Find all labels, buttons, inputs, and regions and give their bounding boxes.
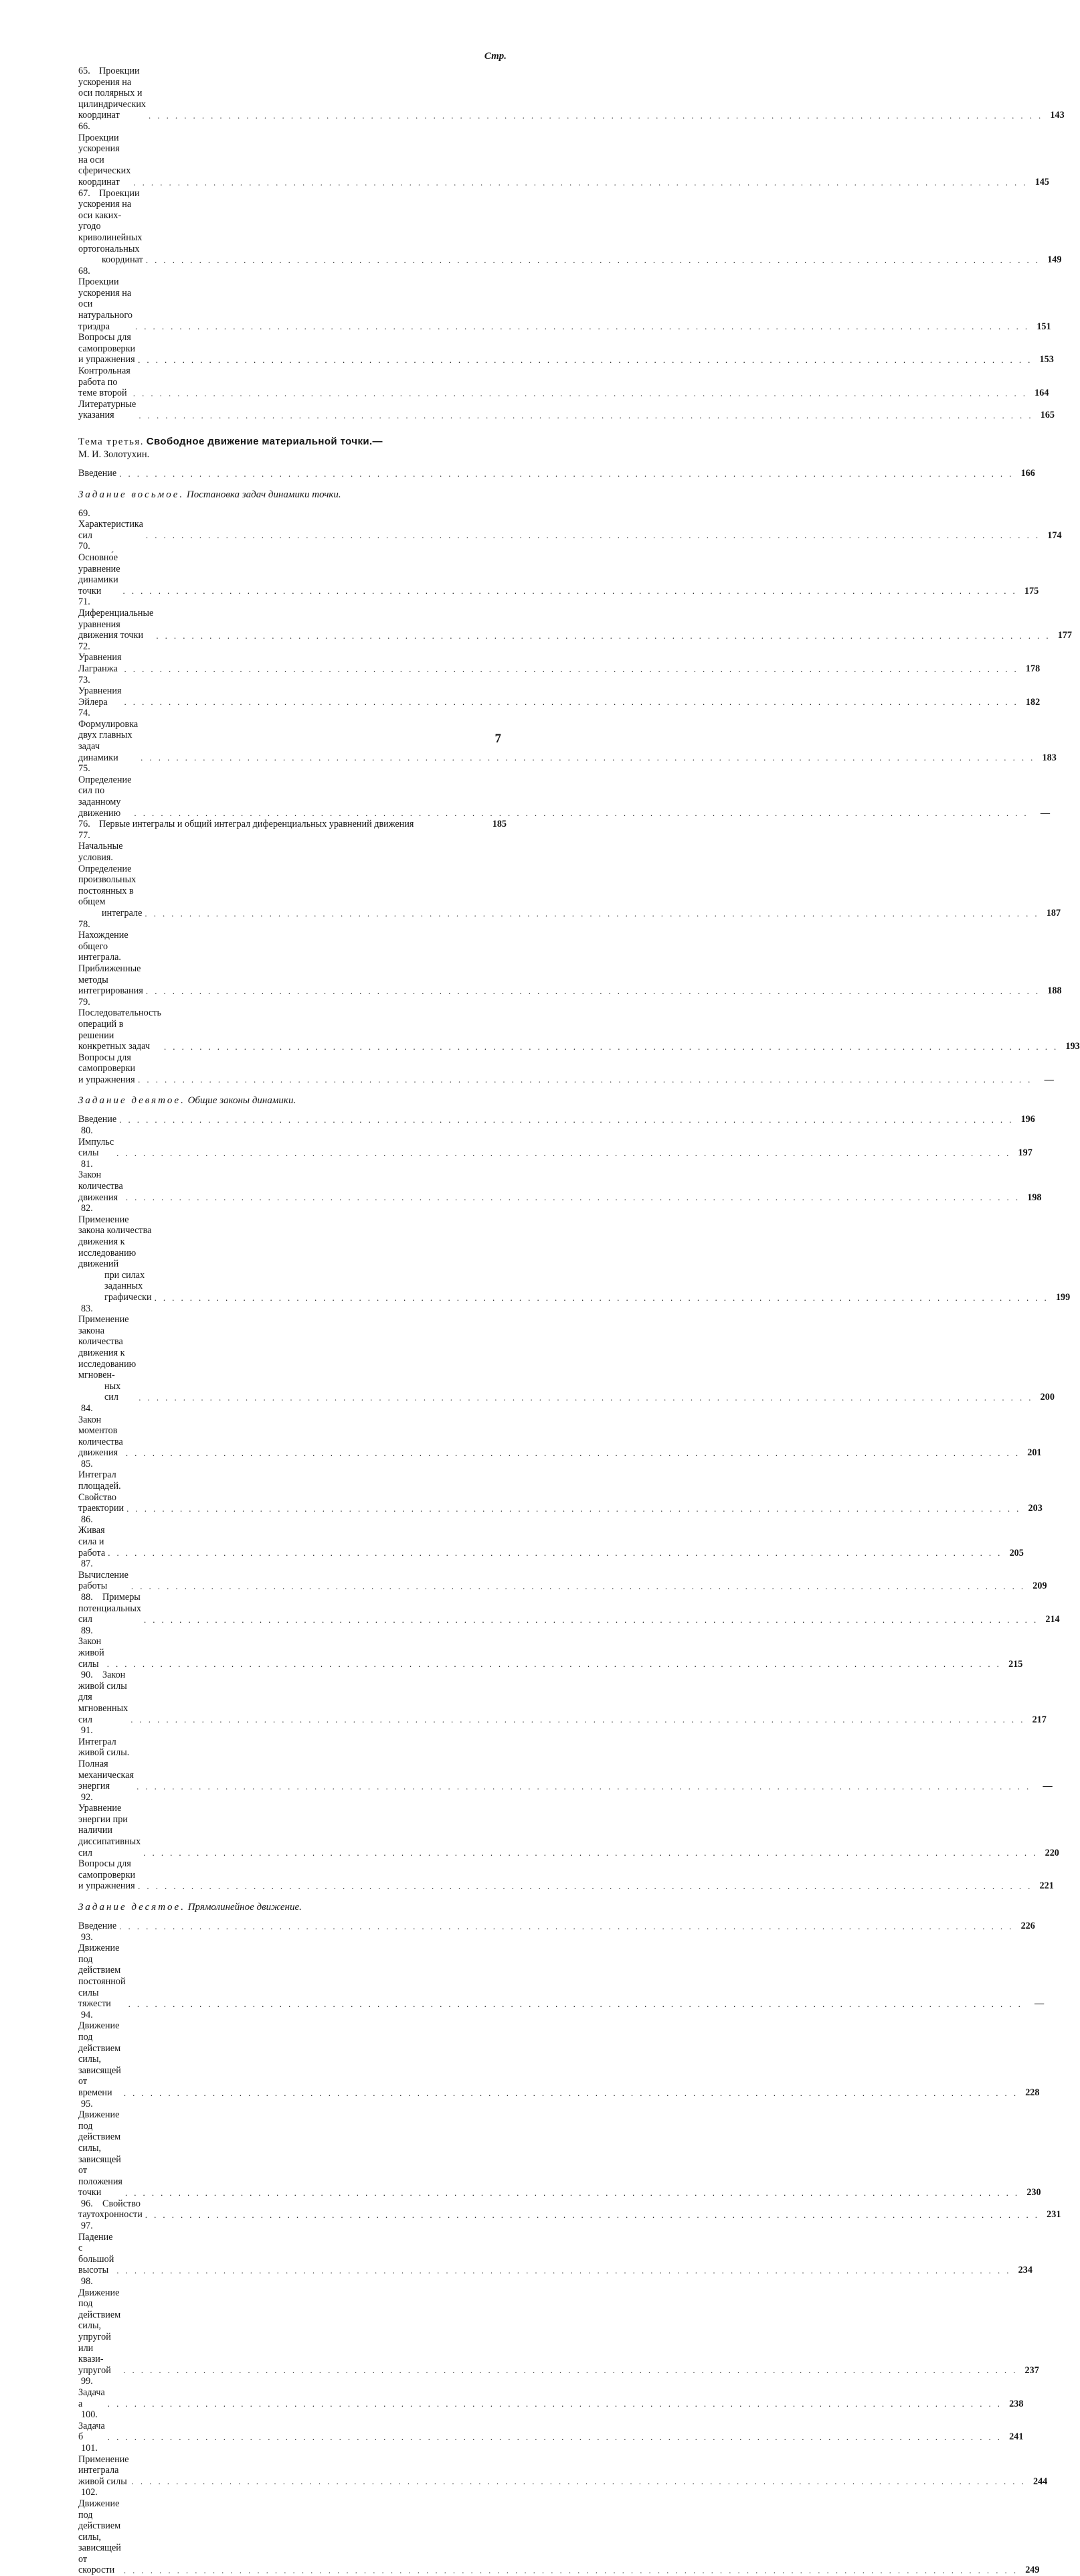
assignment-title: Общие законы динамики. [187, 1095, 296, 1107]
entry-page: 215 [1008, 1658, 1023, 1670]
entry-page: 205 [1009, 1547, 1024, 1558]
entry-number: 94. [81, 2009, 93, 2020]
entry-text: Последовательность операций в решении конкретных задач [78, 1008, 161, 1052]
page-column-header: Стр. [484, 51, 507, 62]
entry-text: Задача б [78, 2420, 105, 2443]
entry-page: 214 [1045, 1614, 1060, 1625]
toc-entry [78, 2098, 1041, 2198]
entry-number: 68. [78, 265, 90, 276]
toc-entry [78, 996, 1080, 1052]
entry-number: 96. [81, 2198, 93, 2209]
entry-text: Проекции ускорения на оси полярных и цилиндрических координат [78, 66, 147, 121]
entry-text: Движение под действием силы, упругой или квази-упругой [78, 2287, 121, 2376]
entry-number: 99. [81, 2376, 93, 2387]
entry-page: 165 [1040, 410, 1055, 421]
toc-entry [78, 596, 1072, 641]
toc-entry [78, 763, 1051, 819]
toc-entry [78, 2376, 1024, 2409]
entry-text: Характеристика сил [78, 519, 143, 541]
toc-entry [78, 1921, 1035, 1932]
entry-number: 80. [81, 1125, 93, 1137]
toc-entry [78, 1402, 1042, 1459]
entry-text: Уравнение энергии при наличии диссипативных сил [78, 1803, 141, 1858]
entry-page: 164 [1034, 388, 1049, 399]
theme-heading [78, 435, 507, 449]
entry-text: Начальные условия. Определение произвольных постоянных в общем [78, 841, 137, 908]
entry-text: Вопросы для самопроверки и упражнения [78, 1858, 136, 1892]
toc-entry [78, 2009, 1040, 2099]
toc-entry [78, 1670, 1047, 1725]
entry-page: 182 [1025, 696, 1041, 708]
toc-entry [78, 1625, 1023, 1670]
entry-text: Основно́е уравнение динамики точки [78, 552, 120, 596]
entry-text: Первые интегралы и общий интеграл диференциальных уравнений движения [99, 819, 414, 830]
entry-number: 71. [78, 596, 90, 608]
entry-text-continued: координат [102, 254, 143, 266]
entry-text: Живая сила и работа [78, 1525, 106, 1558]
entry-page: 244 [1032, 2476, 1048, 2487]
assignment-prefix: Задание десятое. [78, 1902, 185, 1913]
entry-text: Вычисление работы [78, 1569, 128, 1592]
entry-text: Закон живой силы [78, 1636, 104, 1670]
entry-page: 221 [1039, 1880, 1054, 1892]
entry-page: 174 [1047, 530, 1062, 541]
toc-entry [78, 468, 1035, 479]
entry-number: 74. [78, 708, 90, 719]
toc-entry [78, 2221, 1032, 2276]
entry-number: 84. [81, 1402, 93, 1414]
entry-text: Формулировка двух главных задач динамики [78, 718, 139, 763]
entry-page: 238 [1009, 2398, 1024, 2409]
entry-page: 166 [1020, 468, 1035, 479]
entry-page: 199 [1055, 1291, 1071, 1303]
toc-entry [78, 1514, 1024, 1558]
entry-text: Импульс силы [78, 1136, 114, 1159]
entry-number: 91. [81, 1725, 93, 1737]
entry-number: 87. [81, 1558, 93, 1570]
entry-text-continued: интеграле [102, 907, 143, 918]
toc-entry [78, 641, 1041, 675]
entry-text: Движение под действием силы, зависящей от времени [78, 2020, 121, 2098]
entry-page: 193 [1065, 1041, 1080, 1052]
entry-text: Интеграл площадей. Свойство траектории [78, 1469, 124, 1514]
toc-entry [78, 1303, 1055, 1403]
assignment-prefix: Задание девятое. [78, 1095, 185, 1107]
toc-entry [78, 1592, 1060, 1625]
entry-number: 66. [78, 120, 90, 132]
entry-page: — [1044, 1074, 1054, 1085]
entry-number: 86. [81, 1514, 93, 1525]
entry-text: Проекции ускорения на оси сферических координат [78, 132, 131, 187]
assignment-prefix: Задание восьмое. [78, 489, 185, 500]
toc-entry [78, 332, 1054, 366]
assignment-heading [78, 1095, 507, 1107]
entry-text: Задача а [78, 2387, 105, 2409]
entry-text: Введение [78, 1921, 117, 1932]
entry-text-continued: при силах заданных графически [104, 1269, 152, 1303]
toc-entry [78, 187, 1062, 266]
entry-page: 249 [1025, 2565, 1040, 2576]
entry-number: 76. [78, 819, 90, 830]
entry-number: 79. [78, 996, 90, 1008]
toc-entry [78, 265, 1051, 333]
entry-page: 151 [1037, 321, 1051, 332]
page-number: 7 [494, 732, 501, 746]
entry-page: 200 [1040, 1392, 1055, 1403]
toc-entry [78, 1125, 1032, 1159]
toc-entry [78, 674, 1041, 708]
entry-text: Закон живой силы для мгновенных сил [78, 1670, 128, 1725]
entry-text: Примеры потенциальных сил [78, 1592, 141, 1625]
table-of-contents [78, 66, 1080, 2576]
entry-text: Применение закона количества движения к исследованию движений [78, 1214, 152, 1270]
entry-number: 65. [78, 66, 90, 76]
entry-page: 153 [1039, 354, 1054, 366]
entry-number: 85. [81, 1458, 93, 1469]
entry-page: 220 [1045, 1847, 1059, 1858]
toc-page [78, 0, 1080, 2576]
toc-entry [78, 1114, 1035, 1125]
entry-number: 89. [81, 1625, 93, 1636]
toc-entry [78, 2276, 1039, 2376]
assignment-heading [78, 489, 507, 501]
entry-page: 198 [1027, 1192, 1042, 1203]
entry-text: Введение [78, 1114, 117, 1125]
entry-page: 143 [1050, 110, 1065, 121]
assignment-10-entries [78, 1931, 1061, 2576]
entry-text: Проекции ускорения на оси каких-угодо криволинейных ортогональных [78, 187, 143, 254]
toc-entry [78, 1725, 1053, 1792]
entry-text: Нахождение общего интеграла. Приближенные методы интегрирования [78, 930, 143, 997]
entry-number: 101. [81, 2442, 98, 2453]
toc-entry [78, 2487, 1040, 2576]
toc-entry [78, 1558, 1047, 1592]
entry-text: Интеграл живой силы. Полная механическая энергия [78, 1736, 134, 1792]
toc-entry [78, 1858, 1054, 1892]
entry-page: — [1034, 1998, 1045, 2010]
entry-page: — [1043, 1781, 1053, 1792]
entry-text: Диференциальные уравнения движения точки [78, 607, 154, 641]
entry-page: 185 [492, 819, 507, 830]
entry-number: 70. [78, 541, 90, 552]
entry-number: 73. [78, 674, 90, 686]
entry-text: Свойство таутохронности [78, 2198, 143, 2221]
entry-page: 183 [1042, 752, 1057, 763]
entry-number: 102. [81, 2487, 98, 2498]
entry-page: 241 [1009, 2431, 1024, 2443]
entry-page: 228 [1025, 2087, 1040, 2098]
entry-number: 90. [81, 1670, 93, 1681]
entry-number: 78. [78, 918, 90, 930]
entry-text: Уравнения Лагранжа [78, 652, 122, 674]
entry-number: 98. [81, 2276, 93, 2287]
entry-number: 92. [81, 1791, 93, 1803]
toc-entry [78, 918, 1062, 997]
entry-number: 75. [78, 763, 90, 775]
entry-number: 67. [78, 187, 90, 199]
theme-author: М. И. Золотухин. [78, 449, 150, 460]
entry-page: 209 [1032, 1581, 1047, 1592]
entry-page: 175 [1024, 585, 1039, 596]
entry-page: 203 [1028, 1503, 1043, 1514]
entry-text: Закон количества движения [78, 1170, 123, 1203]
toc-entry [78, 2442, 1048, 2487]
entry-text: Вопросы для самопроверки и упражнения [78, 1052, 136, 1085]
entry-number: 93. [81, 1931, 93, 1943]
assignment-8-entries [78, 507, 1080, 1086]
entry-text: Применение закона количества движения к исследованию мгновен- [78, 1314, 137, 1381]
entry-page: 237 [1024, 2364, 1039, 2376]
toc-entry [78, 120, 1049, 188]
entry-page: 178 [1025, 663, 1041, 674]
toc-entry [78, 66, 1065, 121]
toc-entry [78, 1203, 1071, 1303]
toc-entry [78, 1458, 1043, 1514]
entry-number: 72. [78, 641, 90, 652]
theme-prefix: Тема третья. [78, 436, 144, 447]
entry-text: Введение [78, 468, 117, 479]
entry-number: 97. [81, 2221, 93, 2232]
entry-page: — [1040, 807, 1051, 819]
assignment-heading [78, 1901, 507, 1914]
toc-entry [78, 541, 1039, 596]
entry-number: 77. [78, 829, 90, 841]
entry-text: Применение интеграла живой силы [78, 2453, 129, 2487]
entry-page: 201 [1027, 1447, 1042, 1459]
toc-entry [78, 398, 1055, 421]
assignment-9-entries [78, 1125, 1071, 1858]
entry-page: 217 [1032, 1714, 1047, 1725]
entry-page: 187 [1046, 907, 1061, 918]
toc-entry [78, 507, 1062, 542]
entry-page: 234 [1018, 2265, 1032, 2276]
entry-page: 226 [1020, 1921, 1035, 1932]
toc-entry [78, 708, 1057, 763]
entry-page: 231 [1047, 2209, 1061, 2221]
entry-number: 88. [81, 1592, 93, 1603]
entry-page: 188 [1047, 985, 1062, 997]
entry-number: 82. [81, 1203, 93, 1214]
entry-text: Проекции ускорения на оси натурального триэдра [78, 276, 132, 332]
toc-entry [78, 819, 507, 830]
entry-page: 230 [1026, 2187, 1041, 2198]
toc-entry [78, 1791, 1059, 1859]
entry-text: Движение под действием силы, зависящей от положения точки [78, 2109, 122, 2198]
entry-page: 149 [1047, 254, 1062, 266]
toc-entry [78, 829, 1061, 919]
entry-text: Движение под действием силы, зависящей от скорости [78, 2498, 121, 2576]
entry-text: Закон моментов количества движения [78, 1414, 123, 1459]
entry-number: 83. [81, 1303, 93, 1314]
theme-title: Свободное движение материальной точки.— [146, 436, 383, 447]
part2-tail-section [78, 66, 1065, 421]
toc-entry [78, 1052, 1054, 1086]
entry-number: 95. [81, 2098, 93, 2109]
toc-entry [78, 1158, 1042, 1203]
entry-page: 197 [1018, 1147, 1032, 1159]
entry-page: 177 [1057, 630, 1072, 641]
entry-page: 145 [1034, 176, 1049, 187]
toc-entry [78, 366, 1049, 399]
toc-entry [78, 2409, 1024, 2443]
entry-text: Движение под действием постоянной силы тяжести [78, 1943, 126, 2010]
entry-text: Вопросы для самопроверки и упражнения [78, 332, 136, 366]
entry-text: Литературные указания [78, 398, 137, 421]
entry-page: 196 [1020, 1114, 1035, 1125]
entry-number: 81. [81, 1158, 93, 1170]
toc-entry [78, 2198, 1061, 2221]
assignment-title: Прямолинейное движение. [187, 1902, 302, 1913]
entry-text: Определение сил по заданному движению [78, 774, 132, 819]
toc-entry [78, 1931, 1045, 2010]
entry-number: 100. [81, 2409, 98, 2421]
entry-text: Контрольная работа по теме второй [78, 366, 130, 399]
entry-text: Уравнения Эйлера [78, 686, 122, 708]
entry-number: 69. [78, 507, 90, 519]
entry-text: Падение с большой высоты [78, 2231, 114, 2276]
assignment-title: Постановка задач динамики точки. [186, 489, 341, 500]
entry-text-continued: ных сил [104, 1380, 121, 1403]
